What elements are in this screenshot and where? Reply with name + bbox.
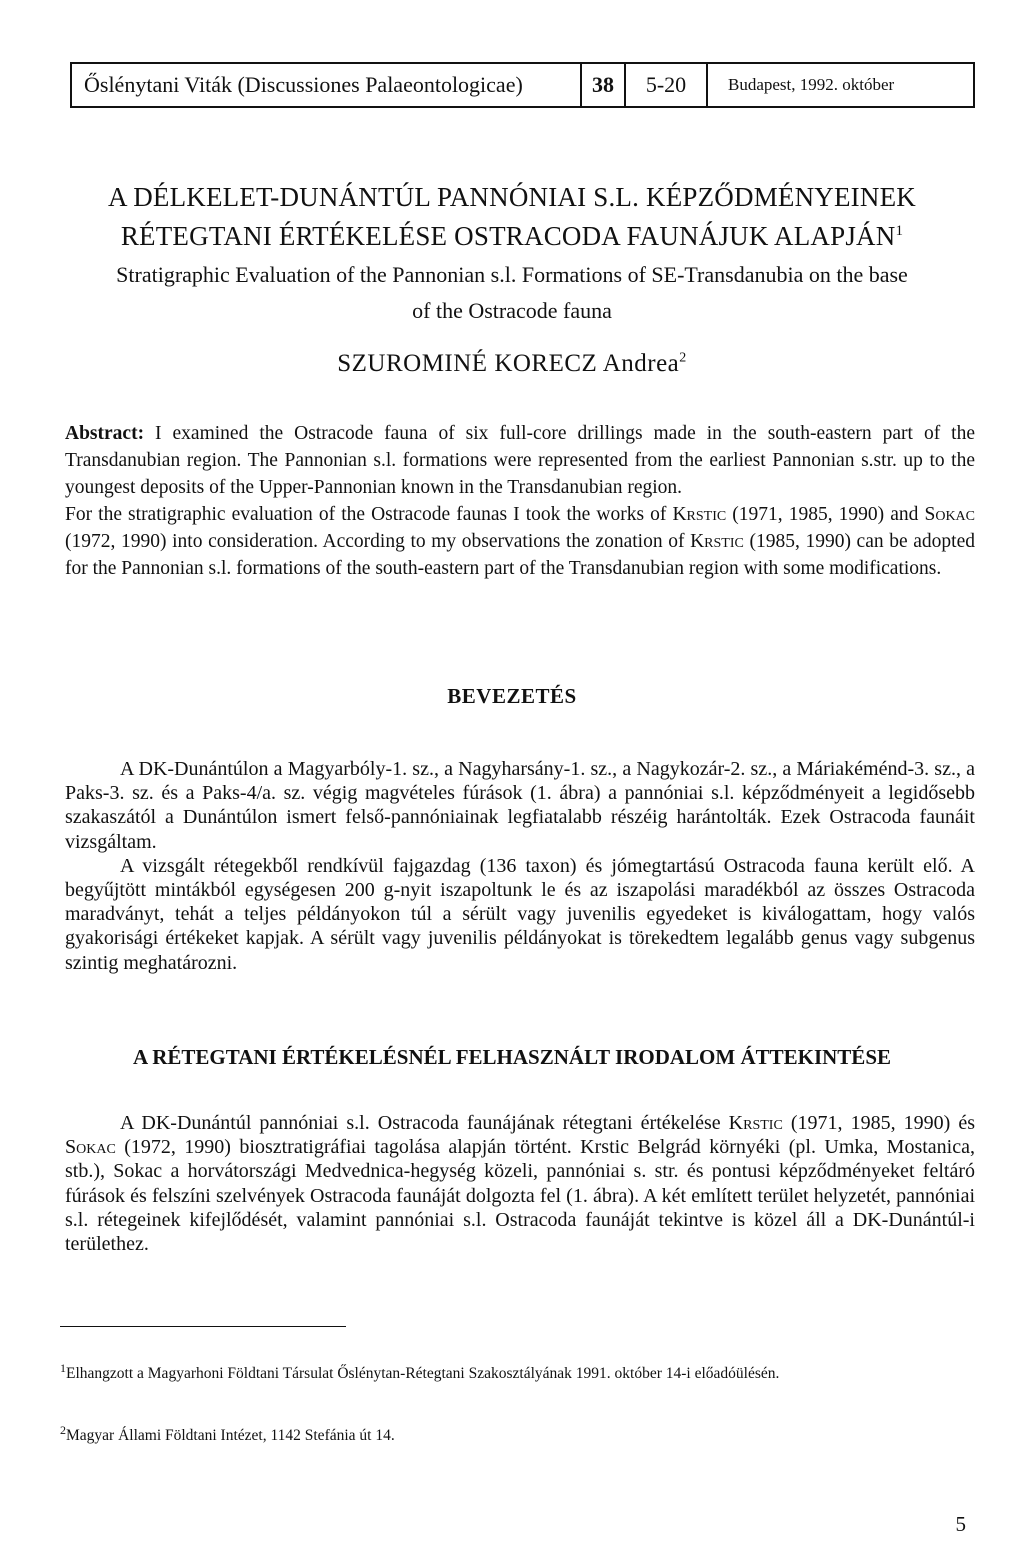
abstract-text-2b: (1971, 1985, 1990) and	[726, 504, 925, 525]
lit-citation-sokac: Sokac	[65, 1136, 116, 1159]
author-name-text: SZUROMINÉ KORECZ Andrea	[337, 350, 680, 377]
title-footnote-mark: 1	[895, 223, 904, 239]
citation-krstic: Krstic	[672, 504, 727, 525]
journal-title: Őslénytani Viták (Discussiones Palaeontologicae)	[72, 64, 582, 106]
footnote-2-mark: 2	[60, 1423, 66, 1437]
paper-title-line-2	[80, 221, 944, 252]
paper-title-line-2-text: RÉTEGTANI ÉRTÉKELÉSE OSTRACODA FAUNÁJUK ALAPJÁN	[120, 221, 896, 251]
author-footnote-mark: 2	[679, 350, 687, 366]
intro-section	[65, 757, 975, 975]
abstract-paragraph-1	[65, 420, 975, 501]
abstract-text-1: I examined the Ostracode fauna of six full-core drillings made in the south-eastern part of the Transdanubian region. The Pannonian s.l. formations were represented from the earliest Pannonian s.str. up to the youngest deposits of the Upper-Pannonian known in the Transdanubian region.	[65, 423, 975, 498]
lit-text-b: (1971, 1985, 1990) és	[782, 1112, 975, 1134]
page-range: 5-20	[626, 64, 708, 106]
footnote-2	[60, 1418, 960, 1448]
place-date: Budapest, 1992. október	[728, 75, 895, 94]
journal-header	[70, 62, 975, 108]
footnote-2-text: Magyar Állami Földtani Intézet, 1142 Stefánia út 14.	[66, 1427, 395, 1445]
intro-paragraph-1: A DK-Dunántúlon a Magyarbóly-1. sz., a Nagyharsány-1. sz., a Nagykozár-2. sz., a Máriakéménd-3. sz., a Paks-3. sz. és a Paks-4/a. sz. végig magvételes fúrások (1. ábra) a pannóniai s.l. képződményeit a legidősebb szakaszától a Dunántúlon ismert felső-pannóniainak legfiatalabb részéig harántolták. Ezek Ostracoda faunáit vizsgáltam.	[65, 758, 975, 853]
abstract	[65, 420, 975, 582]
author-name	[80, 350, 944, 378]
citation-krstic-2: Krstic	[690, 531, 744, 552]
abstract-label: Abstract:	[65, 423, 145, 444]
footnote-1	[60, 1356, 960, 1386]
abstract-text-2a: For the stratigraphic evaluation of the Ostracode faunas I took the works of	[65, 504, 673, 525]
page-number: 5	[955, 1512, 966, 1536]
english-title-line-2: of the Ostracode fauna	[412, 298, 612, 323]
section-heading-intro: BEVEZETÉS	[447, 684, 577, 708]
abstract-text-2c: (1972, 1990) into consideration. According to my observations the zonation of	[65, 531, 691, 552]
footnote-1-text: Elhangzott a Magyarhoni Földtani Társulat Őslénytan-Rétegtani Szakosztályának 1991. október 14-i előadóülésén.	[66, 1365, 780, 1383]
abstract-text-2d: (1985, 1990) can be adopted for the Pannonian s.l. formations of the south-eastern part of the Transdanubian region with some modifications.	[65, 531, 975, 579]
abstract-paragraph-2	[65, 501, 975, 582]
english-title-line-1: Stratigraphic Evaluation of the Pannonian s.l. Formations of SE-Transdanubia on the base	[116, 262, 908, 287]
footnote-divider	[60, 1326, 346, 1327]
citation-sokac: Sokac	[924, 504, 975, 525]
literature-paragraph-1	[65, 1111, 975, 1256]
lit-text-c: (1972, 1990) biosztratigráfiai tagolása alapján történt. Krstic Belgrád környéki (pl. Umka, Mostanica, stb.), Sokac a horvátországi Medvednica-hegység közeli, pannóniai s. str. és pontusi képződményeket feltáró fúrások és felszíni szelvények Ostracoda faunáját dolgozta fel (1. ábra). A két említett terület helyzetét, pannóniai s.l. rétegeinek kifejlődését, valamint pannóniai s.l. Ostracoda faunáját tekintve is közel áll a DK-Dunántúl-i területhez.	[65, 1136, 975, 1256]
footnote-1-mark: 1	[60, 1361, 66, 1375]
volume-number: 38	[582, 64, 626, 106]
lit-text-a: A DK-Dunántúl pannóniai s.l. Ostracoda faunájának rétegtani értékelése	[120, 1112, 729, 1134]
paper-title-line-1: A DÉLKELET-DUNÁNTÚL PANNÓNIAI S.L. KÉPZŐDMÉNYEINEK	[108, 182, 916, 212]
lit-citation-krstic: Krstic	[728, 1112, 783, 1134]
literature-section	[65, 1111, 975, 1256]
section-heading-literature: A RÉTEGTANI ÉRTÉKELÉSNÉL FELHASZNÁLT IRODALOM ÁTTEKINTÉSE	[132, 1045, 892, 1069]
intro-paragraph-2: A vizsgált rétegekből rendkívül fajgazdag (136 taxon) és jómegtartású Ostracoda fauna került elő. A begyűjtött mintákból egységesen 200 g-nyit iszapoltunk le és az iszapolási maradékból az összes Ostracoda maradványt, tehát a teljes példányokon túl a sérült vagy juvenilis egyedeket is kiválogattam, hogy valós gyakorisági értékeket kapjak. A sérült vagy juvenilis példányokat is törekedtem legalább genus vagy subgenus szintig meghatározni.	[65, 854, 975, 974]
